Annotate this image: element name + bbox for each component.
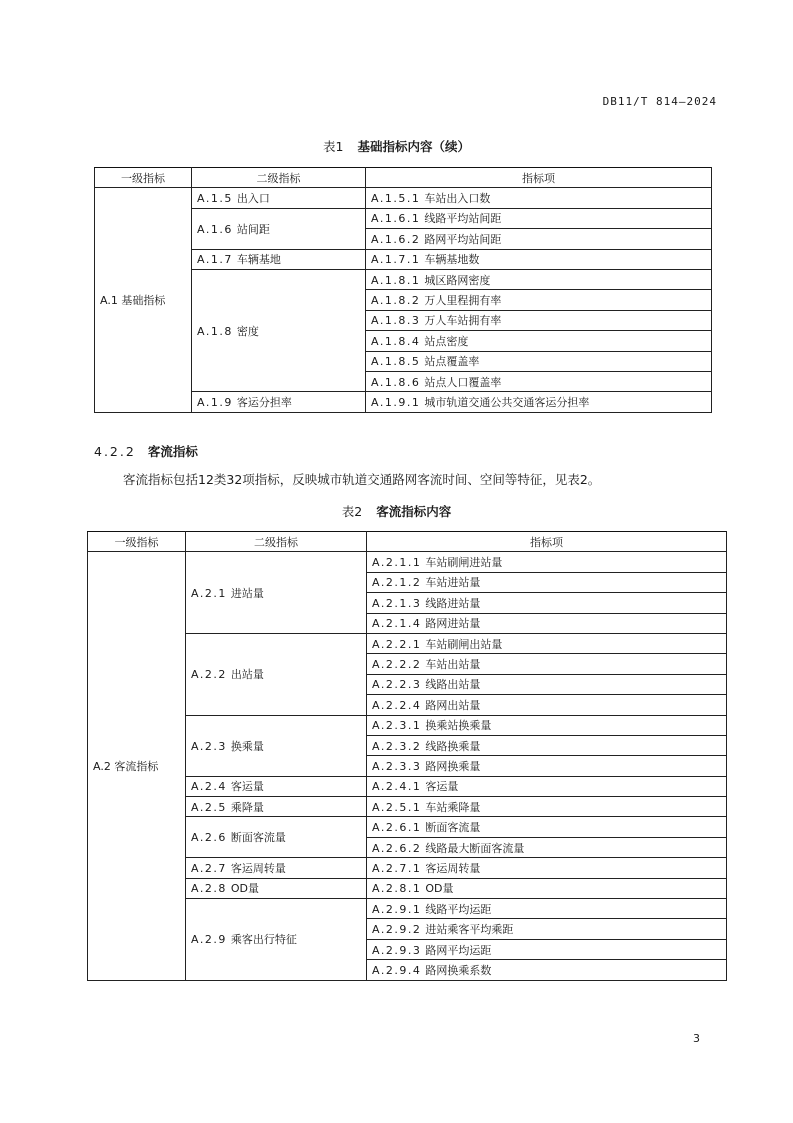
column-header: 二级指标 (192, 168, 366, 188)
table1-caption-number: 表1 (323, 139, 344, 154)
indicator-item (367, 817, 727, 837)
item-label: 线路最大断面客流量 (425, 841, 525, 855)
item-label: 路网出站量 (425, 698, 481, 712)
item-code: A.2.5 (191, 800, 227, 814)
table-row (88, 552, 727, 572)
indicator-item (367, 899, 727, 919)
item-code: A.2.2.4 (372, 698, 422, 712)
item-code: A.2.1.1 (372, 556, 422, 570)
item-label: 出站量 (230, 668, 264, 682)
item-code: A.2.3 (191, 739, 227, 753)
item-label: OD量 (425, 882, 454, 896)
item-code: A.1.5.1 (371, 192, 421, 206)
item-label: 路网平均运距 (425, 943, 492, 957)
indicator-item (366, 310, 712, 330)
indicator-item (366, 249, 712, 269)
column-header: 二级指标 (186, 532, 367, 552)
item-label: 城区路网密度 (424, 273, 491, 287)
item-code: A.2.6.1 (372, 821, 422, 835)
item-label: 断面客流量 (425, 821, 481, 835)
table1-caption (0, 137, 793, 155)
indicator-item (367, 593, 727, 613)
level2-indicator (186, 776, 367, 796)
indicator-item (367, 797, 727, 817)
indicator-item (366, 290, 712, 310)
item-label: 车站出站量 (425, 658, 481, 672)
item-label: 路网换乘量 (425, 759, 481, 773)
item-code: A.2.8 (191, 882, 227, 896)
level2-indicator (186, 552, 367, 634)
indicator-item (366, 392, 712, 412)
item-label: 客运量 (230, 780, 264, 794)
item-code: A.2.2 (191, 668, 227, 682)
item-label: 车辆基地数 (424, 253, 480, 267)
table2-caption-number: 表2 (341, 504, 363, 519)
indicator-item (367, 756, 727, 776)
indicator-item (367, 552, 727, 572)
indicator-item (367, 939, 727, 959)
item-label: OD量 (230, 882, 259, 896)
item-code: A.2.7 (191, 861, 227, 875)
section-number: 4.2.2 (94, 444, 136, 459)
item-label: 线路换乘量 (425, 739, 481, 753)
indicator-item (367, 858, 727, 878)
item-code: A.2.3.2 (372, 739, 422, 753)
indicator-item (366, 269, 712, 289)
item-code: A.2.9.3 (372, 943, 422, 957)
indicator-item (367, 837, 727, 857)
item-label: 密度 (236, 324, 259, 338)
section-heading (94, 442, 198, 460)
table2-caption (0, 502, 793, 520)
item-label: 线路进站量 (425, 596, 481, 610)
indicator-item (366, 188, 712, 208)
level2-indicator (192, 392, 366, 412)
level2-indicator (186, 715, 367, 776)
indicator-item (366, 371, 712, 391)
item-label: 线路出站量 (425, 678, 481, 692)
item-code: A.2.9.4 (372, 963, 422, 977)
level2-indicator (186, 817, 367, 858)
indicator-item (366, 331, 712, 351)
item-code: A.2.1 (191, 586, 227, 600)
indicator-item (367, 572, 727, 592)
item-code: A.2.6.2 (372, 841, 422, 855)
item-label: 路网平均站间距 (424, 232, 502, 246)
indicator-item (367, 613, 727, 633)
item-code: A.1.8.6 (371, 375, 421, 389)
item-label: 线路平均运距 (425, 902, 492, 916)
item-label: 车站出入口数 (424, 192, 491, 206)
item-label: 站点密度 (424, 334, 469, 348)
section-paragraph: 客流指标包括12类32项指标，反映城市轨道交通路网客流时间、空间等特征，见表2。 (123, 472, 601, 487)
item-code: A.2.2.3 (372, 678, 422, 692)
item-label: 客运周转量 (230, 861, 286, 875)
column-header: 一级指标 (95, 168, 192, 188)
item-label: 进站量 (230, 586, 264, 600)
table1-body (95, 168, 712, 413)
table1 (94, 167, 712, 413)
item-code: A.1.8 (197, 324, 233, 338)
item-code: A.2.9.2 (372, 923, 422, 937)
item-code: A.2.1.4 (372, 617, 422, 631)
item-code: A.1.6.1 (371, 212, 421, 226)
item-code: A.2.4.1 (372, 780, 422, 794)
item-code: A.1.8.2 (371, 294, 421, 308)
table2-caption-title: 客流指标内容 (376, 504, 452, 519)
table2-body (88, 532, 727, 981)
item-label: 车辆基地 (236, 253, 281, 267)
item-label: 车站刷闸进站量 (425, 556, 503, 570)
item-code: A.1.5 (197, 192, 233, 206)
indicator-item (367, 919, 727, 939)
level2-indicator (186, 858, 367, 878)
item-code: A.1.8.3 (371, 314, 421, 328)
item-label: 客运分担率 (236, 395, 292, 409)
item-code: A.2.9.1 (372, 902, 422, 916)
item-code: A.1.7.1 (371, 253, 421, 267)
level2-indicator (186, 633, 367, 715)
item-code: A.2.2.1 (372, 637, 422, 651)
indicator-item (367, 674, 727, 694)
level2-indicator (192, 188, 366, 208)
indicator-item (367, 776, 727, 796)
level2-indicator (192, 208, 366, 249)
level2-indicator (186, 797, 367, 817)
item-label: 客运周转量 (425, 861, 481, 875)
item-label: 车站乘降量 (425, 800, 481, 814)
indicator-item (367, 878, 727, 898)
item-label: 城市轨道交通公共交通客运分担率 (424, 395, 590, 409)
indicator-item (367, 735, 727, 755)
item-label: 车站进站量 (425, 576, 481, 590)
item-code: A.1.9 (197, 395, 233, 409)
item-code: A.2.7.1 (372, 861, 422, 875)
item-label: 路网进站量 (425, 617, 481, 631)
table-row (95, 188, 712, 208)
level2-indicator (192, 269, 366, 391)
level1-indicator: A.1 基础指标 (95, 188, 192, 412)
item-code: A.2.6 (191, 831, 227, 845)
level2-indicator (186, 878, 367, 898)
column-header: 指标项 (366, 168, 712, 188)
item-code: A.2.3.3 (372, 759, 422, 773)
column-header: 一级指标 (88, 532, 186, 552)
item-code: A.1.6 (197, 222, 233, 236)
indicator-item (367, 633, 727, 653)
indicator-item (366, 351, 712, 371)
indicator-item (366, 208, 712, 228)
item-label: 进站乘客平均乘距 (425, 923, 514, 937)
table2 (87, 531, 727, 981)
item-label: 出入口 (236, 192, 270, 206)
item-code: A.1.9.1 (371, 395, 421, 409)
item-label: 路网换乘系数 (425, 963, 492, 977)
table1-caption-title: 基础指标内容（续） (357, 139, 470, 154)
indicator-item (367, 654, 727, 674)
item-label: 万人里程拥有率 (424, 294, 502, 308)
item-code: A.2.1.3 (372, 596, 422, 610)
header-row (95, 168, 712, 188)
item-code: A.1.7 (197, 253, 233, 267)
item-label: 断面客流量 (230, 831, 286, 845)
indicator-item (367, 960, 727, 980)
item-code: A.2.8.1 (372, 882, 422, 896)
column-header: 指标项 (367, 532, 727, 552)
header-row (88, 532, 727, 552)
level2-indicator (192, 249, 366, 269)
item-code: A.2.3.1 (372, 719, 422, 733)
item-code: A.1.8.5 (371, 355, 421, 369)
document-code: DB11/T 814—2024 (602, 95, 717, 108)
item-label: 站点人口覆盖率 (424, 375, 502, 389)
indicator-item (367, 695, 727, 715)
level2-indicator (186, 899, 367, 981)
item-label: 线路平均站间距 (424, 212, 502, 226)
item-code: A.1.8.1 (371, 273, 421, 287)
item-code: A.2.5.1 (372, 800, 422, 814)
item-label: 乘降量 (230, 800, 264, 814)
section-title: 客流指标 (147, 444, 198, 459)
page-number: 3 (693, 1032, 700, 1045)
item-label: 站间距 (236, 222, 270, 236)
item-label: 乘客出行特征 (230, 933, 297, 947)
indicator-item (366, 229, 712, 249)
level1-indicator: A.2 客流指标 (88, 552, 186, 980)
item-label: 换乘量 (230, 739, 264, 753)
item-code: A.2.1.2 (372, 576, 422, 590)
item-label: 万人车站拥有率 (424, 314, 502, 328)
item-code: A.2.9 (191, 933, 227, 947)
indicator-item (367, 715, 727, 735)
item-code: A.2.2.2 (372, 658, 422, 672)
item-code: A.1.8.4 (371, 334, 421, 348)
item-label: 站点覆盖率 (424, 355, 480, 369)
item-code: A.2.4 (191, 780, 227, 794)
item-code: A.1.6.2 (371, 232, 421, 246)
item-label: 换乘站换乘量 (425, 719, 492, 733)
item-label: 车站刷闸出站量 (425, 637, 503, 651)
item-label: 客运量 (425, 780, 459, 794)
